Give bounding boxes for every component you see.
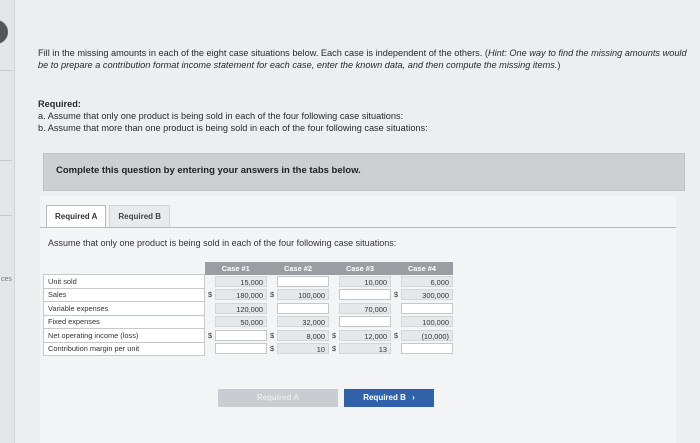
tab-divider <box>40 227 676 228</box>
row-label: Contribution margin per unit <box>44 342 205 356</box>
given-value: 100,000 <box>401 316 453 327</box>
given-value: 15,000 <box>215 276 267 287</box>
answer-input[interactable] <box>215 330 267 341</box>
given-value: 32,000 <box>277 316 329 327</box>
dollar-sign: $ <box>329 342 339 356</box>
dollar-sign: $ <box>267 329 277 343</box>
prev-tab-label: Required A <box>256 393 300 402</box>
answer-input[interactable] <box>277 303 329 314</box>
answer-input[interactable] <box>277 276 329 287</box>
dollar-sign: $ <box>267 288 277 302</box>
given-value: 120,000 <box>215 303 267 314</box>
table-row <box>44 288 454 302</box>
instruction-banner <box>43 153 685 191</box>
header-case-3: Case #3 <box>329 262 391 275</box>
header-case-4: Case #4 <box>391 262 453 275</box>
dollar-sign: $ <box>329 329 339 343</box>
given-value: 10,000 <box>339 276 391 287</box>
divider <box>0 70 12 71</box>
table-row <box>44 302 454 316</box>
required-b: b. Assume that more than one product is being sold in each of the four following case situations: <box>38 123 428 133</box>
row-label: Fixed expenses <box>44 315 205 329</box>
banner-text: Complete this question by entering your answers in the tabs below. <box>56 165 361 176</box>
divider <box>0 160 12 161</box>
problem-intro <box>38 47 688 71</box>
answer-input[interactable] <box>215 343 267 354</box>
given-value: 8,000 <box>277 330 329 341</box>
given-value: 12,000 <box>339 330 391 341</box>
dollar-sign: $ <box>205 329 216 343</box>
given-value: 10 <box>277 343 329 354</box>
given-value: 6,000 <box>401 276 453 287</box>
dollar-sign: $ <box>267 342 277 356</box>
header-blank <box>44 262 205 275</box>
prev-tab-button[interactable] <box>218 389 338 407</box>
answer-input[interactable] <box>339 289 391 300</box>
row-label: Unit sold <box>44 275 205 289</box>
tab-required-b[interactable]: Required B <box>109 205 170 227</box>
header-case-1: Case #1 <box>205 262 268 275</box>
row-label: Net operating income (loss) <box>44 329 205 343</box>
dollar-sign: $ <box>205 288 216 302</box>
given-value: 180,000 <box>215 289 267 300</box>
given-value: 100,000 <box>277 289 329 300</box>
next-tab-button[interactable] <box>344 389 434 407</box>
scroll-marker <box>0 20 8 44</box>
tab-instruction: Assume that only one product is being sold in each of the four following case situations: <box>48 238 397 248</box>
table-row <box>44 315 454 329</box>
given-value: (10,000) <box>401 330 453 341</box>
tab-bar <box>46 205 173 227</box>
given-value: 70,000 <box>339 303 391 314</box>
chevron-right-icon: › <box>412 393 415 402</box>
sidebar-fragment: ces <box>1 276 12 283</box>
table-row <box>44 342 454 356</box>
table-row <box>44 329 454 343</box>
intro-hint: Hint: One way to find the missing amounts would be to prepare a contribution format income statement for each case, enter the known data, and then compute the missing items. <box>38 48 687 70</box>
table-row <box>44 275 454 289</box>
intro-text-end: ) <box>557 60 561 70</box>
row-label: Variable expenses <box>44 302 205 316</box>
answer-input[interactable] <box>401 343 453 354</box>
intro-text: Fill in the missing amounts in each of the eight case situations below. Each case is independent of the others. ( <box>38 48 488 58</box>
row-label: Sales <box>44 288 205 302</box>
answer-input[interactable] <box>339 316 391 327</box>
required-title: Required: <box>38 99 81 109</box>
given-value: 50,000 <box>215 316 267 327</box>
given-value: 13 <box>339 343 391 354</box>
header-case-2: Case #2 <box>267 262 329 275</box>
case-table <box>43 262 453 356</box>
divider <box>0 215 12 216</box>
dollar-sign: $ <box>391 329 401 343</box>
required-a: a. Assume that only one product is being sold in each of the four following case situations: <box>38 111 404 121</box>
dollar-sign: $ <box>391 288 401 302</box>
tab-required-a[interactable]: Required A <box>46 205 106 227</box>
next-tab-label: Required B <box>363 393 406 402</box>
table-header-row <box>44 262 454 275</box>
left-sidebar-edge <box>0 0 15 443</box>
given-value: 300,000 <box>401 289 453 300</box>
answer-input[interactable] <box>401 303 453 314</box>
